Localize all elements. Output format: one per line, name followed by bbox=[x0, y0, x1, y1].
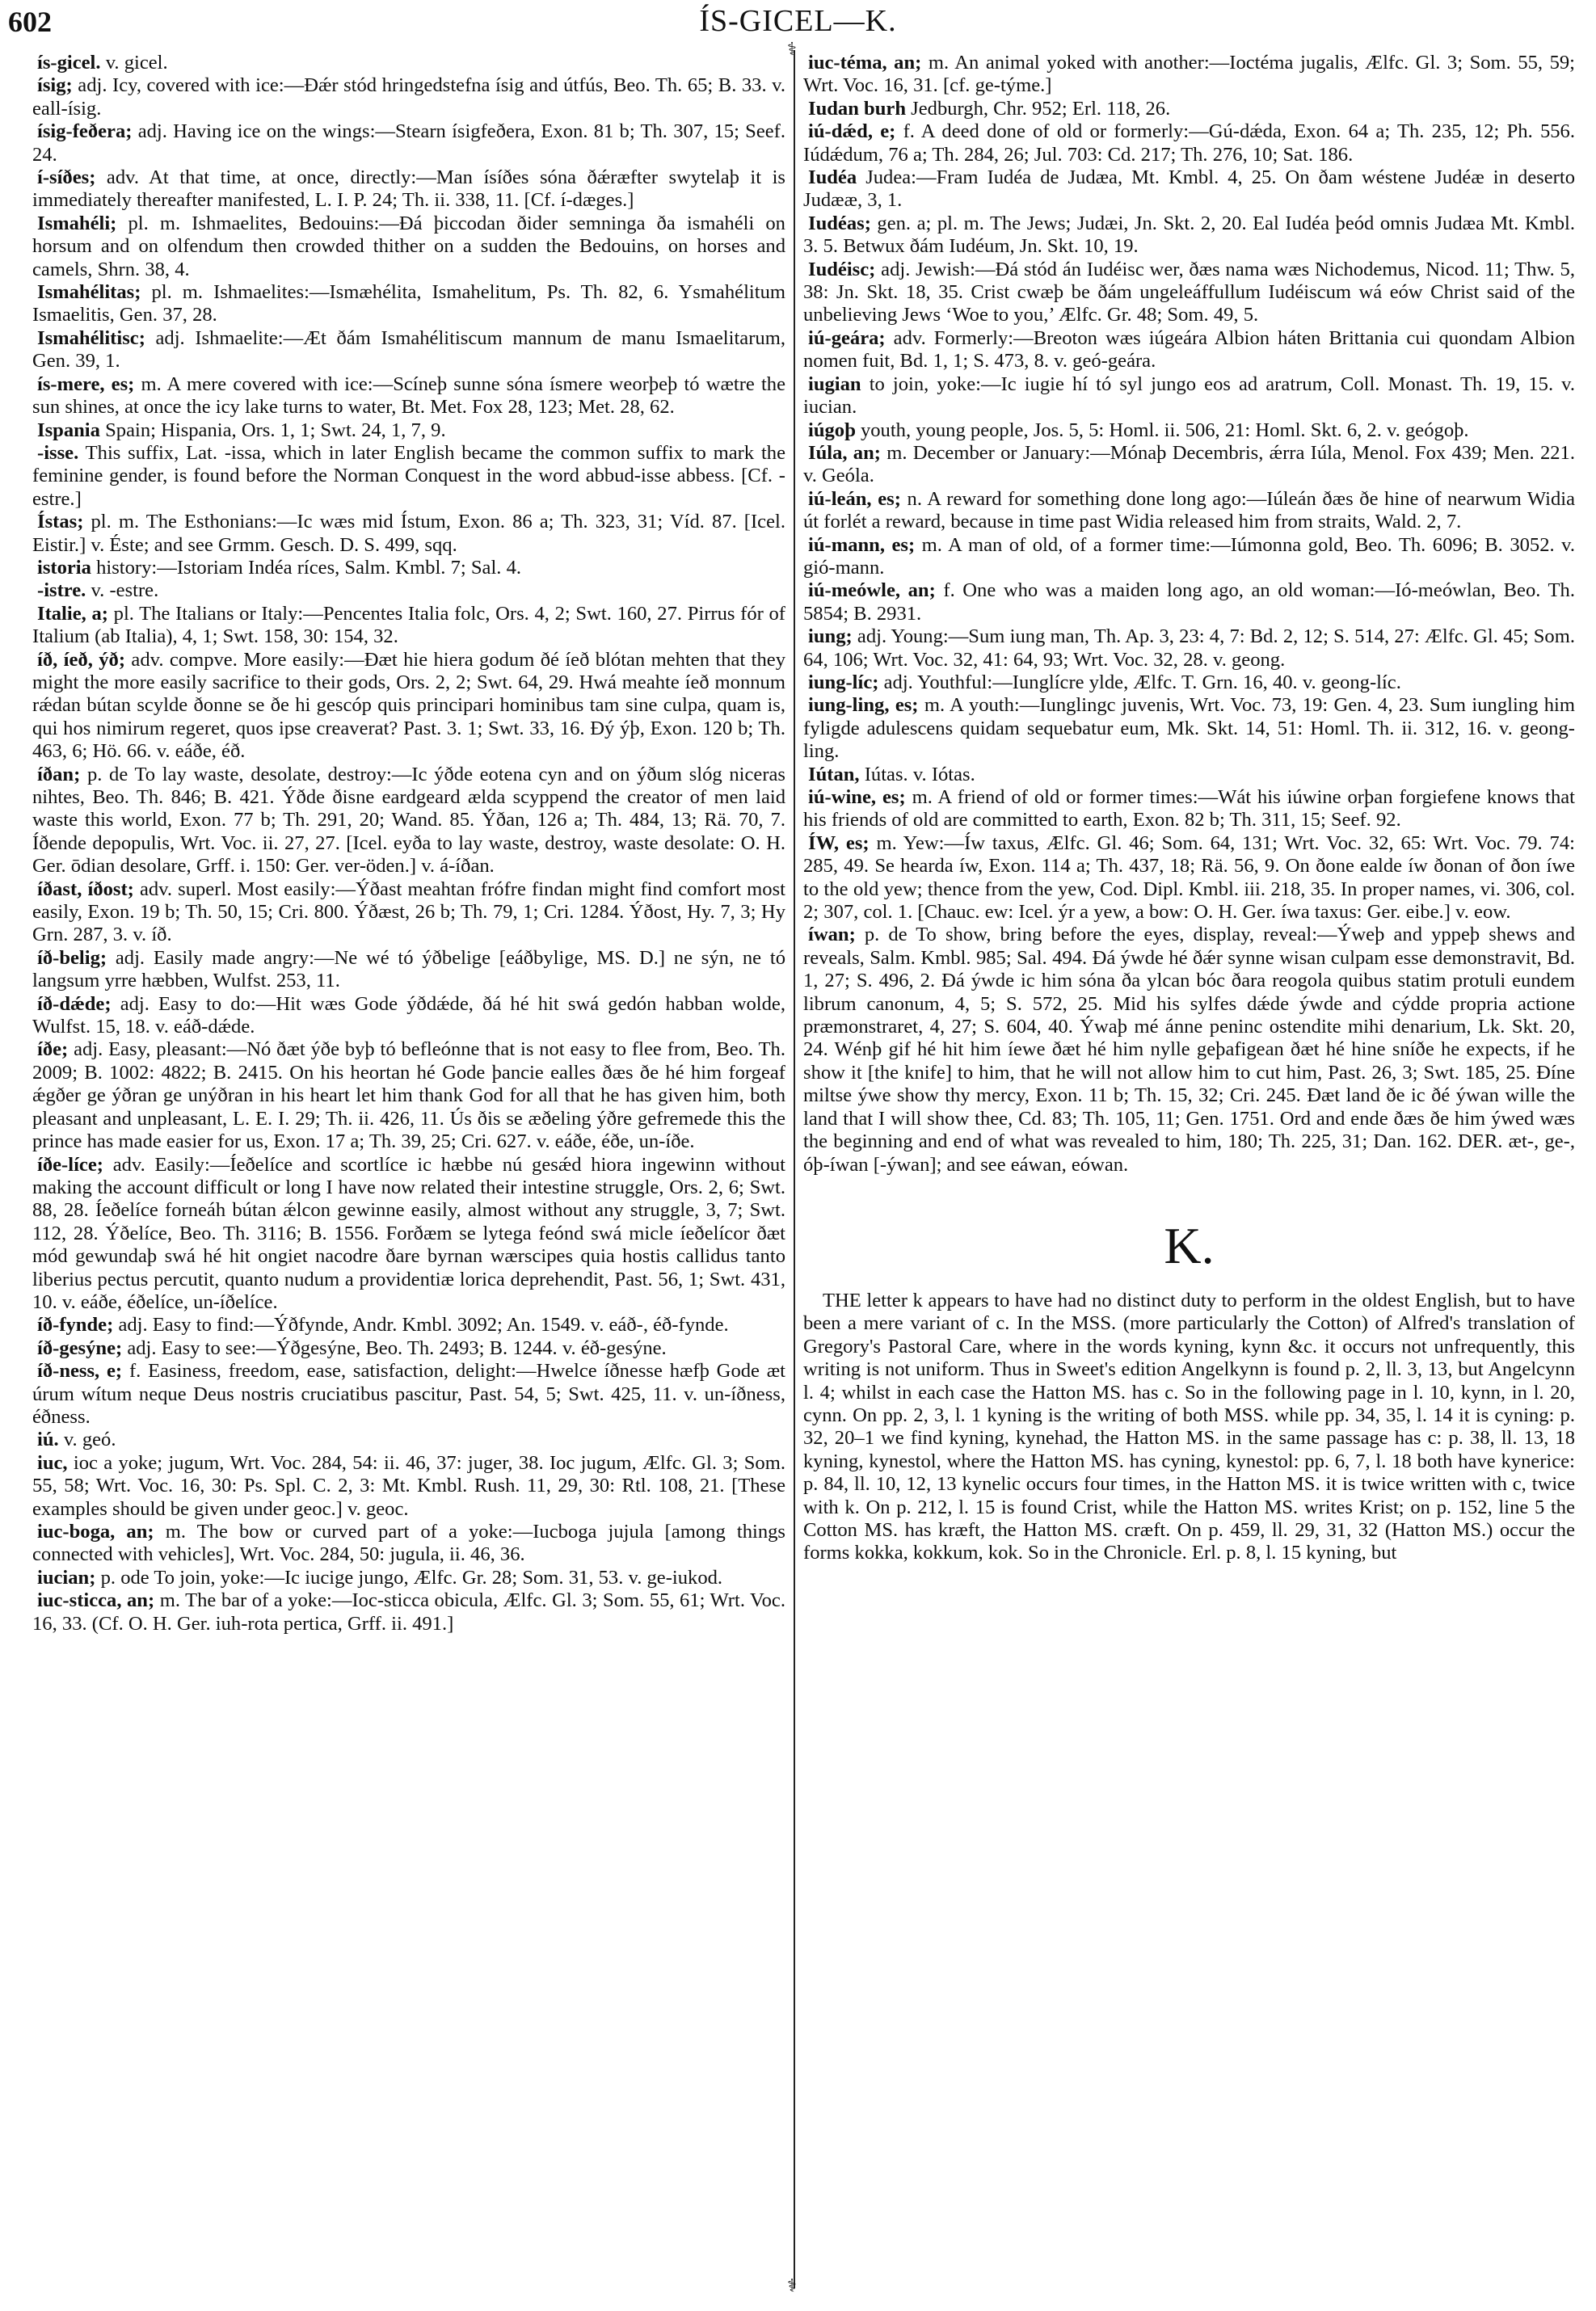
definition: n. A reward for something done long ago:—Iúleán ðæs ðe hine of nearwum Widia út forlét a reward, because in time past Widia released him from straits, Wald. 2, 7. bbox=[803, 487, 1576, 533]
definition: m. December or January:—Mónaþ Decembris, ǽrra Iúla, Menol. Fox 439; Men. 221. v. Geóla. bbox=[803, 441, 1576, 487]
dictionary-entry bbox=[32, 1567, 785, 1589]
headword: iung; bbox=[808, 625, 853, 648]
left-column bbox=[32, 52, 785, 1635]
dictionary-entry bbox=[803, 52, 1575, 98]
headword: iung-ling, es; bbox=[808, 694, 919, 717]
dictionary-entry bbox=[803, 259, 1575, 327]
headword: Italie, a; bbox=[37, 602, 108, 625]
definition: pl. The Italians or Italy:—Pencentes Italia folc, Ors. 4, 2; Swt. 160, 27. Pirrus fór of Italium (ab Italia), 4, 1; Swt. 158, 30: 154, 32. bbox=[32, 602, 785, 648]
dictionary-entry bbox=[803, 98, 1575, 120]
definition: m. A friend of old or former times:—Wát his iúwine orþan forgiefene knows that his friends of old are committed to earth, Exon. 82 b; Th. 311, 15; Seef. 92. bbox=[803, 786, 1575, 831]
headword: Ismahélitas; bbox=[37, 281, 141, 304]
dictionary-entry bbox=[32, 120, 785, 166]
dictionary-entry bbox=[32, 1360, 785, 1429]
headword: iuc, bbox=[37, 1451, 68, 1474]
definition: m. The bow or curved part of a yoke:—Iucboga jujula [among things connected with vehicles], Wrt. Voc. 284, 50: jugula, ii. 46, 36. bbox=[32, 1521, 785, 1566]
dictionary-entry bbox=[32, 603, 785, 649]
headword: ísig; bbox=[37, 74, 73, 97]
headword: íð-fynde; bbox=[37, 1314, 114, 1337]
headword: istoria bbox=[37, 556, 91, 579]
headword: í-síðes; bbox=[37, 166, 96, 189]
dictionary-entry bbox=[803, 924, 1575, 1176]
definition: adv. Formerly:—Breoton wæs iúgeára Albion háten Brittania cui quondam Albion nomen fuit, Bd. 1, 1; S. 473, 8. v. geó-geára. bbox=[803, 326, 1575, 373]
definition: adj. Ishmaelite:—Æt ðám Ismahélitiscum mannum de manu Ismaelitarum, Gen. 39, 1. bbox=[32, 326, 785, 373]
dictionary-entry bbox=[803, 442, 1575, 488]
definition: m. A man of old, of a former time:—Iúmonna gold, Beo. Th. 6096; B. 3052. v. gió-mann. bbox=[803, 533, 1575, 579]
definition: adj. Having ice on the wings:—Stearn ísigfeðera, Exon. 81 b; Th. 307, 15; Seef. 24. bbox=[32, 120, 785, 166]
dictionary-entry bbox=[803, 327, 1575, 373]
definition: f. One who was a maiden long ago, an old woman:—Ió-meówlan, Beo. Th. 5854; B. 2931. bbox=[803, 579, 1575, 625]
headword: iú-geára; bbox=[808, 326, 886, 349]
headword: Ismahéli; bbox=[37, 212, 117, 234]
headword: iú. bbox=[37, 1429, 59, 1451]
definition: adv. superl. Most easily:—Ýðast meahtan frófre findan might find comfort most easily, Exon. 19 b; Th. 50, 15; Cri. 800. Ýðæst, 26 b; Th. 79, 1; Cri. 1284. Ýðost, Hy. 7, 3; Hy Grn. 287, 3. v. íð. bbox=[32, 878, 785, 946]
definition: m. The bar of a yoke:—Ioc-sticca obicula, Ælfc. Gl. 3; Som. 55, 61; Wrt. Voc. 16, 33. (Cf. O. H. Ger. iuh-rota pertica, Grff. ii. 491.] bbox=[32, 1589, 785, 1635]
definition: to join, yoke:—Ic iugie hí tó syl jungo eos ad aratrum, Coll. Monast. Th. 19, 15. v. iucian. bbox=[803, 373, 1575, 419]
dictionary-entry bbox=[803, 671, 1575, 694]
dictionary-entry bbox=[803, 373, 1575, 419]
definition: m. A youth:—Iunglingc juvenis, Wrt. Voc. 73, 19: Gen. 4, 23. Sum iungling him fyligde adulescens quidam sequebatur eum, Mk. Skt. 14, 51: Homl. Th. ii. 312, 16. v. geong-ling. bbox=[803, 694, 1575, 763]
definition: pl. m. Ishmaelites, Bedouins:—Ðá þiccodan ðider semninga ða ismahéli on horsum and on olfendum then crowded thither on a sudden the Bedouins, on horses and camels, Shrn. 38, 4. bbox=[32, 212, 785, 280]
dictionary-entry bbox=[32, 649, 785, 764]
dictionary-entry bbox=[803, 534, 1575, 580]
headword: Iudéa bbox=[808, 166, 857, 189]
ornament-top-icon: ⚕ bbox=[787, 39, 797, 59]
letter-k-heading: K. bbox=[1164, 1216, 1215, 1274]
definition: adv. At that time, at once, directly:—Man ísíðes sóna ðǽræfter swytelaþ it is immediately thereafter manifested, L. I. P. 24; Th. ii. 338, 11. [Cf. í-dæges.] bbox=[32, 166, 785, 212]
definition: Iútas. v. Iótas. bbox=[864, 763, 975, 785]
definition: ioc a yoke; jugum, Wrt. Voc. 284, 54: ii. 46, 37: juger, 38. Ioc jugum, Ælfc. Gl. 3; Som. 55, 58; Wrt. Voc. 16, 30: Ps. Spl. C. 2, 3: Mt. Kmbl. Rush. 11, 29, 30: Rtl. 108, 21. [These examples should be given under geoc.] v. geoc. bbox=[32, 1451, 786, 1520]
dictionary-entry bbox=[32, 579, 785, 602]
headword: iú-wine, es; bbox=[808, 786, 906, 808]
definition: p. de To lay waste, desolate, destroy:—Ic ýðde eotena cyn and on ýðum slóg niceras nihtes, Beo. Th. 846; B. 421. Ýðde ðisne eardgeard ælda scyppend the creator of men laid waste this world, Exon. 77 b; Th. 291, 20; Wand. 85. Ýðan, 126 a; Th. 484, 13; Rä. 70, 7. Íðende depopulis, Wrt. Voc. ii. 27, 27. [Icel. eyða to lay waste, destroy, waste desolate: O. H. Ger. ōdian desolare, Grff. i. 150: Ger. ver-öden.] v. á-íðan. bbox=[32, 763, 785, 878]
dictionary-entry bbox=[803, 625, 1575, 671]
dictionary-entry bbox=[803, 213, 1575, 259]
definition: v. gicel. bbox=[105, 52, 168, 74]
headword: iuc-téma, an; bbox=[808, 52, 922, 74]
headword: iú-dǽd, e; bbox=[808, 120, 896, 143]
headword: Iudéisc; bbox=[808, 258, 876, 280]
headword: -istre. bbox=[37, 579, 86, 602]
dictionary-entry bbox=[803, 120, 1575, 166]
dictionary-entry bbox=[32, 1452, 785, 1521]
headword: íwan; bbox=[808, 924, 856, 946]
headword: Iúla, an; bbox=[808, 441, 881, 464]
dictionary-entry bbox=[32, 1337, 785, 1360]
headword: iucian; bbox=[37, 1566, 96, 1589]
definition: Spain; Hispania, Ors. 1, 1; Swt. 24, 1, 7, 9. bbox=[105, 419, 446, 441]
definition: m. An animal yoked with another:—Ioctéma jugalis, Ælfc. Gl. 3; Som. 55, 59; Wrt. Voc. 16, 31. [cf. ge-týme.] bbox=[803, 52, 1575, 97]
headword: ís-gicel. bbox=[37, 52, 101, 74]
headword: íð, íeð, ýð; bbox=[37, 648, 126, 671]
definition: gen. a; pl. m. The Jews; Judæi, Jn. Skt. 2, 20. Eal Iudéa þeód omnis Judæa Mt. Kmbl. 3. 5. Betwux ðám Iudéum, Jn. Skt. 10, 19. bbox=[803, 212, 1575, 258]
definition: Judea:—Fram Iudéa de Judæa, Mt. Kmbl. 4, 25. On ðam wéstene Judéæ in deserto Judææ, 3, 1. bbox=[803, 166, 1575, 212]
definition: Jedburgh, Chr. 952; Erl. 118, 26. bbox=[911, 97, 1171, 120]
headword: íð-belig; bbox=[37, 946, 107, 969]
headword: ísig-feðera; bbox=[37, 120, 133, 143]
definition: This suffix, Lat. -issa, which in later English became the common suffix to mark the feminine gender, is found before the Norman Conquest in the word abbud-isse abbess. [Cf. -estre.] bbox=[32, 441, 785, 510]
headword: íðe-líce; bbox=[37, 1153, 103, 1176]
headword: Ístas; bbox=[37, 511, 84, 533]
right-column bbox=[803, 52, 1575, 1565]
dictionary-entry bbox=[32, 764, 785, 878]
definition: adj. Easy to find:—Ýðfynde, Andr. Kmbl. 3092; An. 1549. v. eáð-, éð-fynde. bbox=[118, 1314, 729, 1337]
definition: adj. Easy to do:—Hit wæs Gode ýðdǽde, ðá hé hit swá gedón habban wolde, Wulfst. 15, 18. v. eáð-dǽde. bbox=[32, 992, 785, 1038]
definition: youth, young people, Jos. 5, 5: Homl. ii. 506, 21: Homl. Skt. 6, 2. v. geógoþ. bbox=[860, 419, 1469, 441]
headword: Iútan, bbox=[808, 763, 860, 785]
dictionary-entry bbox=[32, 947, 785, 993]
dictionary-entry bbox=[803, 694, 1575, 763]
definition: f. A deed done of old or formerly:—Gú-dǽda, Exon. 64 a; Th. 235, 12; Ph. 556. Iúdǽdum, 76 a; Th. 284, 26; Jul. 703: Cd. 217; Th. 276, 10; Sat. 186. bbox=[803, 120, 1575, 166]
definition: p. ode To join, yoke:—Ic iucige jungo, Ælfc. Gr. 28; Som. 31, 53. v. ge-iukod. bbox=[100, 1566, 723, 1589]
headword: -isse. bbox=[37, 441, 79, 464]
ornament-bottom-icon: ⚕ bbox=[787, 2275, 797, 2296]
dictionary-entry bbox=[32, 419, 785, 442]
dictionary-entry bbox=[32, 166, 785, 213]
definition: m. A mere covered with ice:—Scíneþ sunne sóna ísmere weorþeþ tó wætre the sun shines, at once the icy lake turns to water, Bt. Met. Fox 28, 123; Met. 28, 62. bbox=[32, 373, 785, 419]
dictionary-entry bbox=[803, 832, 1575, 924]
headword: Ispania bbox=[37, 419, 100, 441]
dictionary-entry bbox=[32, 213, 785, 281]
headword: iuc-sticca, an; bbox=[37, 1589, 155, 1612]
headword: iugian bbox=[808, 373, 861, 395]
definition: adv. compve. More easily:—Ðæt hie hiera godum ðé íeð blótan mehten that they might the more easily sacrifice to their gods, Ors. 2, 2; Swt. 64, 29. Hwá meahte íeð monnum rǽdan bútan scylde ðonne se ðe hi gescóp quis principari hominibus tam sine culpa, quam is, qui hos nimirum regeret, quos ipse creaverat? Past. 3. 1; Swt. 33, 16. Ðý ýþ, Exon. 120 b; Th. 463, 6; Hö. 66. v. eáðe, éð. bbox=[32, 648, 785, 763]
dictionary-entry bbox=[32, 1154, 785, 1315]
headword: Iudan burh bbox=[808, 97, 906, 120]
definition: p. de To show, bring before the eyes, display, reveal:—Ýweþ and yppeþ shews and reveals, Salm. Kmbl. 985; Sal. 494. Ðá ýwde hé ðǽr synne wisan culpam esse demonstravit, Bd. 1, 27; S. 496, 2. Ðá ýwde ic him sóna ða ylcan bóc ðara reogola quibus statim protuli eundem librum canonum, 4, 5; S. 572, 25. Mid his sylfes dǽde ýwde and cýdde propria actione præmonstraret, 4, 27; S. 604, 40. Ýwaþ mé ánne peninc ostendite mihi denarium, Lk. Skt. 20, 24. Wénþ gif hé hit him íewe ðæt hé him nylle geþafigean ðæt hé hine sníðe he expects, if he show it [the knife] to him, that he will not allow him to cut him, Past. 26, 3; Swt. 185, 25. Ðíne miltse ýwe show thy mercy, Exon. 11 b; Th. 15, 32; Cri. 245. Ðæt land ðe ic ðé ýwan wille the land that I will show thee, Cd. 83; Th. 105, 11; Gen. 1751. Ord and ende ðæs ðe him ýwed wæs the beginning and end of what was revealed to him, 180; Th. 225, 31; Dan. 162. DER. æt-, ge-, óþ-íwan [-ýwan]; and see eáwan, eówan. bbox=[803, 924, 1575, 1176]
dictionary-entry bbox=[32, 373, 785, 419]
headword: Iudéas; bbox=[808, 212, 871, 234]
headword: íð-dǽde; bbox=[37, 992, 112, 1015]
dictionary-entry bbox=[803, 786, 1575, 832]
headword: iung-líc; bbox=[808, 671, 879, 693]
headword: iúgoþ bbox=[808, 419, 856, 441]
dictionary-entry bbox=[32, 74, 785, 120]
dictionary-entry bbox=[32, 557, 785, 579]
definition: adj. Icy, covered with ice:—Ðǽr stód hringedstefna ísig and útfús, Beo. Th. 65; B. 33. v. eall-ísig. bbox=[32, 74, 785, 120]
dictionary-entry bbox=[803, 166, 1575, 213]
headword: íð-ness, e; bbox=[37, 1360, 123, 1383]
dictionary-entry bbox=[32, 1521, 785, 1567]
definition: m. Yew:—Íw taxus, Ælfc. Gl. 46; Som. 64, 131; Wrt. Voc. 32, 65: Wrt. Voc. 79. 74: 285, 49. Se hearda íw, Exon. 114 a; Th. 437, 18; Rä. 56, 9. On ðone ealde íw ðonan of ðon íwe to the old yew; thence from the yew, Cod. Dipl. Kmbl. iii. 218, 35. In proper names, vi. 306, col. 2; 307, col. 1. [Chauc. ew: Icel. ýr a yew, a bow: O. H. Ger. íwa taxus: Ger. eibe.] v. eow. bbox=[803, 831, 1575, 924]
dictionary-entry bbox=[32, 511, 785, 557]
dictionary-entry bbox=[803, 488, 1575, 534]
letter-k-introduction: THE letter k appears to have had no distinct duty to perform in the oldest English, but to have been a mere variant of c. In the MSS. (more particularly the Cotton) of Alfred's translation of Gregory's Pastoral Care, where in the words kyning, kynn &c. it occurs not unfrequently, this writing is not uniform. Thus in Sweet's edition Angelkynn is found p. 2, ll. 3, 13, but Angelcynn l. 4; whilst in each case the Hatton MS. has c. So in the following page in l. 10, kynn, in l. 20, cynn. On pp. 2, 3, l. 1 kyning is the writing of both MSS. while pp. 34, 35, l. 14 it is cyning: p. 32, 20–1 we find kyning, kynehad, the Hatton MS. in the same passage has c: p. 38, ll. 13, 18 kyning, kynestol, where the Hatton MS. has cyning, kynestol: pp. 6, 7, l. 18 both have kynerice: p. 84, ll. 10, 12, 13 kynelic occurs four times, in the Hatton MS. it is twice written with c, twice with k. On p. 212, l. 15 is found Crist, while the Hatton MS. writes Krist; on p. 152, line 5 the Cotton MS. has kræft, the Hatton MS. cræft. On p. 459, ll. 29, 31, 32 (Hatton MS.) occur the forms kokka, kokkum, kok. So in the Chronicle. Erl. p. 8, l. 15 kyning, but bbox=[803, 1289, 1575, 1564]
definition: history:—Istoriam Indéa ríces, Salm. Kmbl. 7; Sal. 4. bbox=[96, 556, 522, 579]
definition: adj. Easy, pleasant:—Nó ðæt ýðe byþ tó befleónne that is not easy to flee from, Beo. Th. 2009; B. 1002: 4822; B. 2415. On his heortan hé Gode þancie ealles ðæs ðe hé him forgeaf ǽgðer ge ýðran ge unýðran in his heart let him thank God for all that he has given him, both pleasant and unpleasant, L. E. I. 29; Th. ii. 426, 11. Ús ðis se æðeling ýðre gefremede this the prince has made easier for us, Exon. 17 a; Th. 39, 25; Cri. 627. v. eáðe, éðe, un-íðe. bbox=[32, 1038, 785, 1153]
headword: Ismahélitisc; bbox=[37, 326, 145, 349]
dictionary-entry bbox=[32, 993, 785, 1039]
headword: íðast, íðost; bbox=[37, 878, 134, 900]
headword: iú-leán, es; bbox=[808, 487, 901, 510]
right-entries bbox=[803, 52, 1575, 1177]
dictionary-entry bbox=[32, 442, 785, 511]
page-number: 602 bbox=[8, 6, 52, 38]
dictionary-entry bbox=[32, 281, 785, 327]
headword: ís-mere, es; bbox=[37, 373, 135, 395]
dictionary-entry bbox=[32, 878, 785, 947]
headword: iú-meówle, an; bbox=[808, 579, 936, 602]
dictionary-entry bbox=[803, 579, 1575, 625]
headword: íð-gesýne; bbox=[37, 1337, 123, 1359]
headword: ÍW, es; bbox=[808, 831, 870, 854]
definition: adj. Easily made angry:—Ne wé tó ýðbelige [eáðbylige, MS. D.] ne sýn, ne tó langsum yrre hæbben, Wulfst. 253, 11. bbox=[32, 946, 785, 992]
definition: f. Easiness, freedom, ease, satisfaction, delight:—Hwelce íðnesse hæfþ Gode æt úrum wítum neque Deus nostris cruciatibus pascitur, Past. 54, 5; Swt. 425, 11. v. un-íðness, éðness. bbox=[32, 1360, 785, 1428]
column-divider bbox=[794, 50, 795, 2288]
definition: adj. Easy to see:—Ýðgesýne, Beo. Th. 2493; B. 1244. v. éð-gesýne. bbox=[127, 1337, 667, 1359]
headword: iuc-boga, an; bbox=[37, 1521, 154, 1543]
running-head: ÍS-GICEL—K. bbox=[699, 4, 897, 38]
dictionary-entry bbox=[32, 52, 785, 74]
letter-k-section bbox=[803, 1214, 1575, 1565]
definition: adj. Young:—Sum iung man, Th. Ap. 3, 23: 4, 7: Bd. 2, 12; S. 514, 27: Ælfc. Gl. 45; Som. 64, 106; Wrt. Voc. 32, 41: 64, 93; Wrt. Voc. 32, 28. v. geong. bbox=[803, 625, 1576, 671]
dictionary-entry bbox=[803, 419, 1575, 442]
dictionary-entry bbox=[32, 1589, 785, 1635]
headword: íðe; bbox=[37, 1038, 69, 1061]
dictionary-entry bbox=[32, 1038, 785, 1153]
dictionary-entry bbox=[32, 327, 785, 373]
dictionary-entry bbox=[803, 764, 1575, 786]
definition: pl. m. The Esthonians:—Ic wæs mid Ístum, Exon. 86 a; Th. 323, 31; Víd. 87. [Icel. Eistir.] v. Éste; and see Grmm. Gesch. D. S. 499, sqq. bbox=[32, 511, 785, 556]
headword: íðan; bbox=[37, 763, 81, 785]
definition: pl. m. Ishmaelites:—Ismæhélita, Ismahelitum, Ps. Th. 82, 6. Ysmahélitum Ismaelitis, Gen. 37, 28. bbox=[32, 281, 785, 326]
definition: adj. Jewish:—Ðá stód án Iudéisc wer, ðæs nama wæs Nichodemus, Nicod. 11; Thw. 5, 38: Jn. Skt. 18, 35. Crist cwæþ be ðám ungeleáffullum Iudéiscum wá eów Christ said of the unbelieving Jews ‘Woe to you,’ Ælfc. Gr. 48; Som. 49, 5. bbox=[803, 258, 1576, 326]
definition: v. geó. bbox=[63, 1429, 116, 1451]
definition: adj. Youthful:—Iunglícre ylde, Ælfc. T. Grn. 16, 40. v. geong-líc. bbox=[883, 671, 1401, 693]
definition: v. -estre. bbox=[91, 579, 159, 602]
dictionary-entry bbox=[32, 1314, 785, 1337]
definition: adv. Easily:—Íeðelíce and scortlíce ic hæbbe nú gesǽd hiora ingewinn without making the account difficult or long I have now related their intestine struggle, Ors. 2, 6; Swt. 88, 28. Íeðelíce forneáh bútan ǽlcon gewinne easily, almost without any struggle, 3, 7; Swt. 112, 28. Ýðelíce, Beo. Th. 3116; B. 1556. Forðæm se lytega feónd swá micle íeðelícor ðæt mód gewundaþ swá hé hit ongiet nacodre ðare byrnan wærscipes quia hostis callidus tanto liberius pectus percutit, quanto nudum a providentiæ lorica deprehendit, Past. 56, 1; Swt. 431, 10. v. eáðe, éðelíce, un-íðelíce. bbox=[32, 1153, 785, 1313]
headword: iú-mann, es; bbox=[808, 533, 916, 556]
dictionary-entry bbox=[32, 1429, 785, 1451]
